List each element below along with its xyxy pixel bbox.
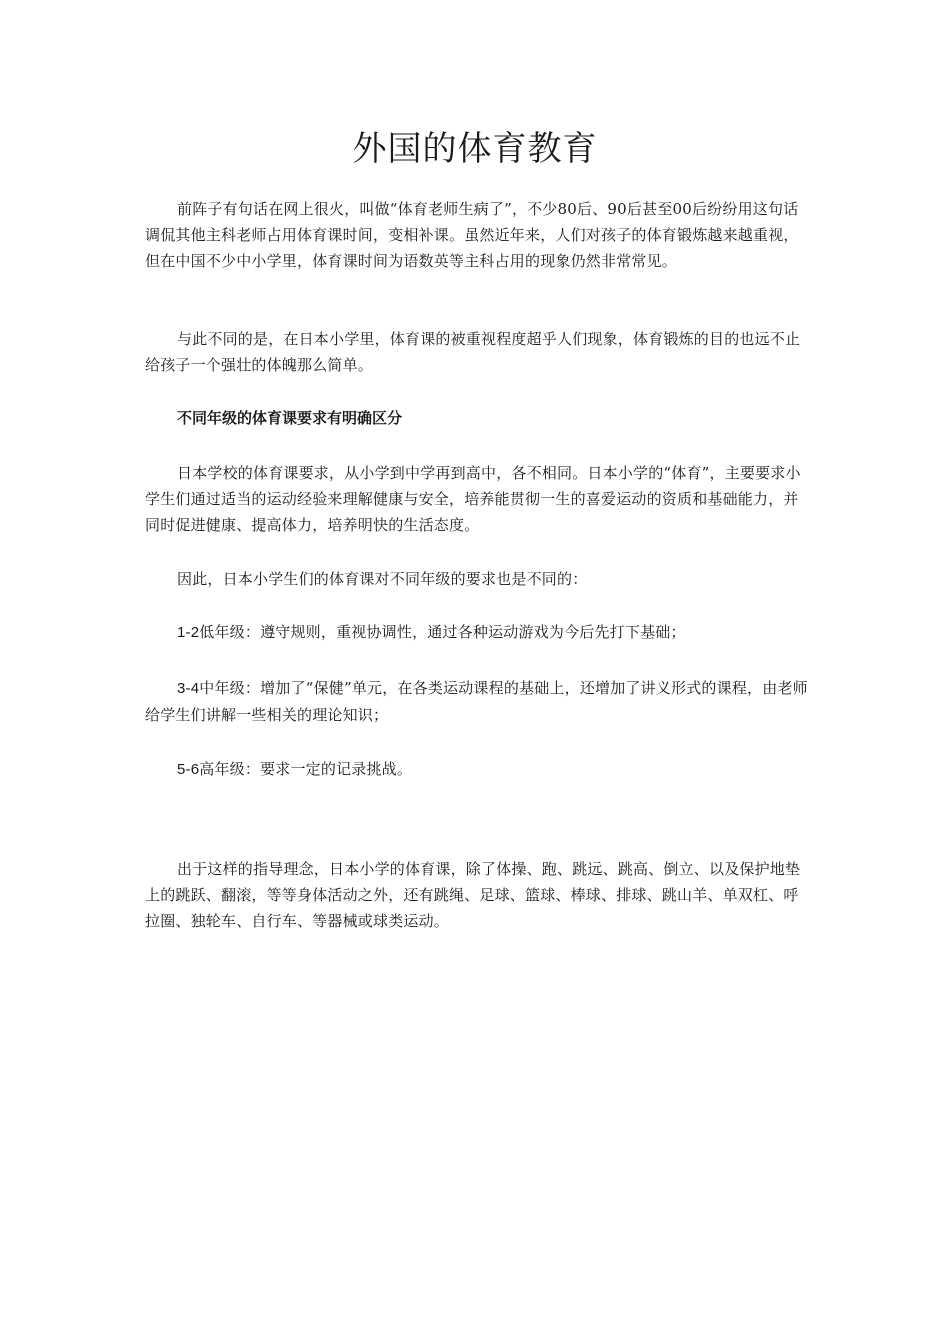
grade-range: 1-2: [177, 624, 200, 641]
grade-range: 3-4: [177, 680, 200, 697]
section-heading: 不同年级的体育课要求有明确区分: [177, 409, 403, 427]
document-title: 外国的体育教育: [352, 129, 598, 169]
grade-item-low: [145, 619, 813, 646]
paragraph-grade-intro: 因此，日本小学生们的体育课对不同年级的要求也是不同的：: [177, 570, 588, 588]
paragraph-intro: 前阵子有句话在网上很火，叫做“体育老师生病了”，不少80后、90后甚至00后纷纷用这句话调侃其他主科老师占用体育课时间，变相补课。虽然近年来，人们对孩子的体育锻炼越来越重视，但在中国不少中小学里，体育课时间为语数英等主科占用的现象仍然非常常见。: [145, 200, 799, 270]
grade-range: 5-6: [177, 761, 200, 778]
grade-text: 高年级：要求一定的记录挑战。: [199, 760, 413, 778]
grade-text: 低年级：遵守规则，重视协调性，通过各种运动游戏为今后先打下基础；: [199, 623, 686, 641]
paragraph-requirements: 日本学校的体育课要求，从小学到中学再到高中，各不相同。日本小学的“体育”，主要要求小学生们通过适当的运动经验来理解健康与安全，培养能贯彻一生的喜爱运动的资质和基础能力，并同时促进健康、提高体力，培养明快的生活态度。: [145, 464, 801, 534]
grade-item-middle: [145, 675, 813, 728]
paragraph-activities: 出于这样的指导理念，日本小学的体育课，除了体操、跑、跳远、跳高、倒立、以及保护地垫上的跳跃、翻滚，等等身体活动之外，还有跳绳、足球、篮球、棒球、排球、跳山羊、单双杠、呼拉圈、独轮车、自行车、等器械或球类运动。: [145, 860, 801, 930]
grade-item-high: [145, 756, 813, 783]
paragraph-contrast: 与此不同的是，在日本小学里，体育课的被重视程度超乎人们现象，体育锻炼的目的也远不止给孩子一个强壮的体魄那么简单。: [145, 330, 801, 374]
grade-text: 中年级：增加了“保健”单元，在各类运动课程的基础上，还增加了讲义形式的课程，由老师给学生们讲解一些相关的理论知识；: [145, 679, 808, 724]
